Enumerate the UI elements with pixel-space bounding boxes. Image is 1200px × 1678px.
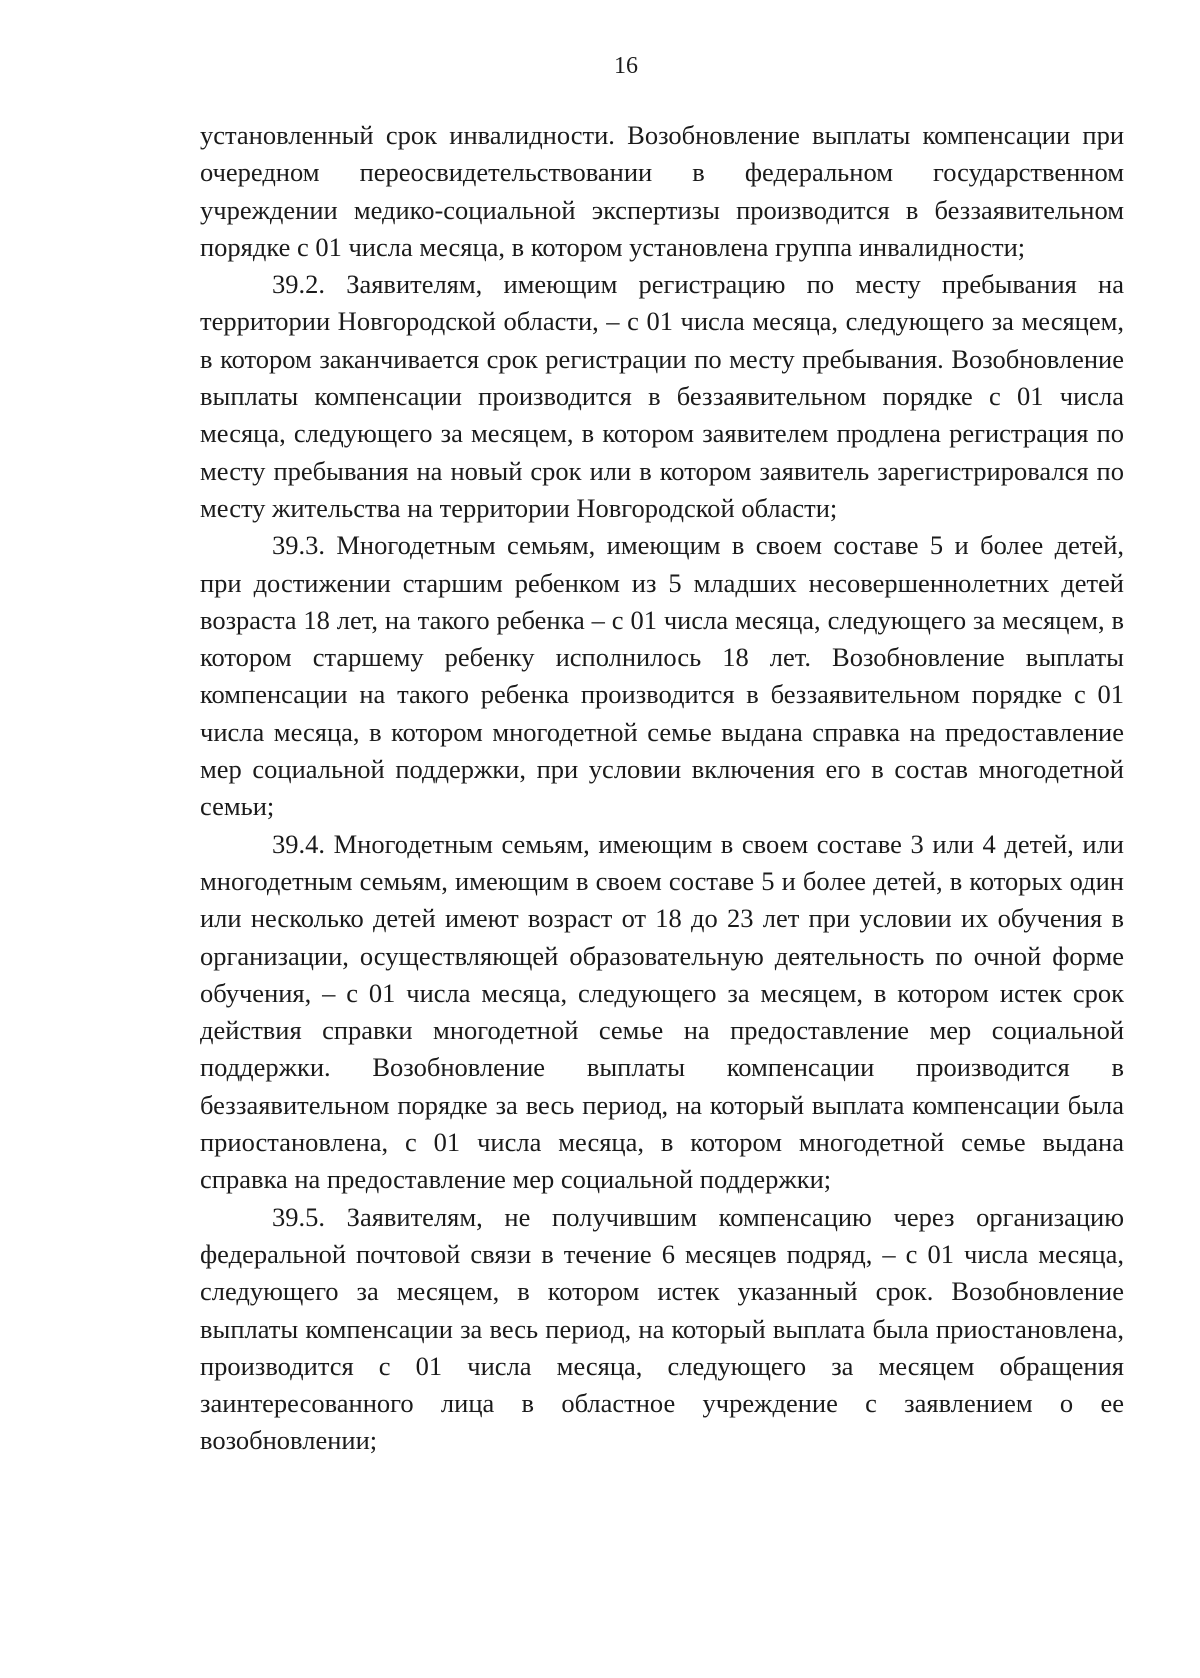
paragraph-39-3: 39.3. Многодетным семьям, имеющим в своем составе 5 и более детей, при достижении старшим ребенком из 5 младших несовершеннолетних детей возраста 18 лет, на такого ребенка – с 01 числа месяца, следующего за месяцем, в котором старшему ребенку исполнилось 18 лет. Возобновление выплаты компенсации на такого ребенка производится в беззаявительном порядке с 01 числа месяца, в котором многодетной семье выдана справка на предоставление мер социальной поддержки, при условии включения его в состав многодетной семьи; xyxy=(200,530,1124,822)
paragraph-39-2: 39.2. Заявителям, имеющим регистрацию по месту пребывания на территории Новгородской области, – с 01 числа месяца, следующего за месяцем, в котором заканчивается срок регистрации по месту пребывания. Возобновление выплаты компенсации производится в беззаявительном порядке с 01 числа месяца, следующего за месяцем, в котором заявителем продлена регистрация по месту пребывания на новый срок или в котором заявитель зарегистрировался по месту жительства на территории Новгородской области; xyxy=(200,269,1124,523)
document-body xyxy=(200,117,1124,1460)
page-number: 16 xyxy=(614,53,638,79)
paragraph-39-4: 39.4. Многодетным семьям, имеющим в своем составе 3 или 4 детей, или многодетным семьям, имеющим в своем составе 5 и более детей, в которых один или несколько детей имеют возраст от 18 до 23 лет при условии их обучения в организации, осуществляющей образовательную деятельность по очной форме обучения, – с 01 числа месяца, следующего за месяцем, в котором истек срок действия справки многодетной семье на предоставление мер социальной поддержки. Возобновление выплаты компенсации производится в беззаявительном порядке за весь период, на который выплата компенсации была приостановлена, с 01 числа месяца, в котором многодетной семье выдана справка на предоставление мер социальной поддержки; xyxy=(200,828,1124,1195)
paragraph-39-5: 39.5. Заявителям, не получившим компенсацию через организацию федеральной почтовой связи в течение 6 месяцев подряд, – с 01 числа месяца, следующего за месяцем, в котором истек указанный срок. Возобновление выплаты компенсации за весь период, на который выплата была приостановлена, производится с 01 числа месяца, следующего за месяцем обращения заинтересованного лица в областное учреждение с заявлением о ее возобновлении; xyxy=(200,1201,1124,1456)
paragraph-continuation: установленный срок инвалидности. Возобновление выплаты компенсации при очередном переосвидетельствовании в федеральном государственном учреждении медико-социальной экспертизы производится в беззаявительном порядке с 01 числа месяца, в котором установлена группа инвалидности; xyxy=(200,120,1124,262)
